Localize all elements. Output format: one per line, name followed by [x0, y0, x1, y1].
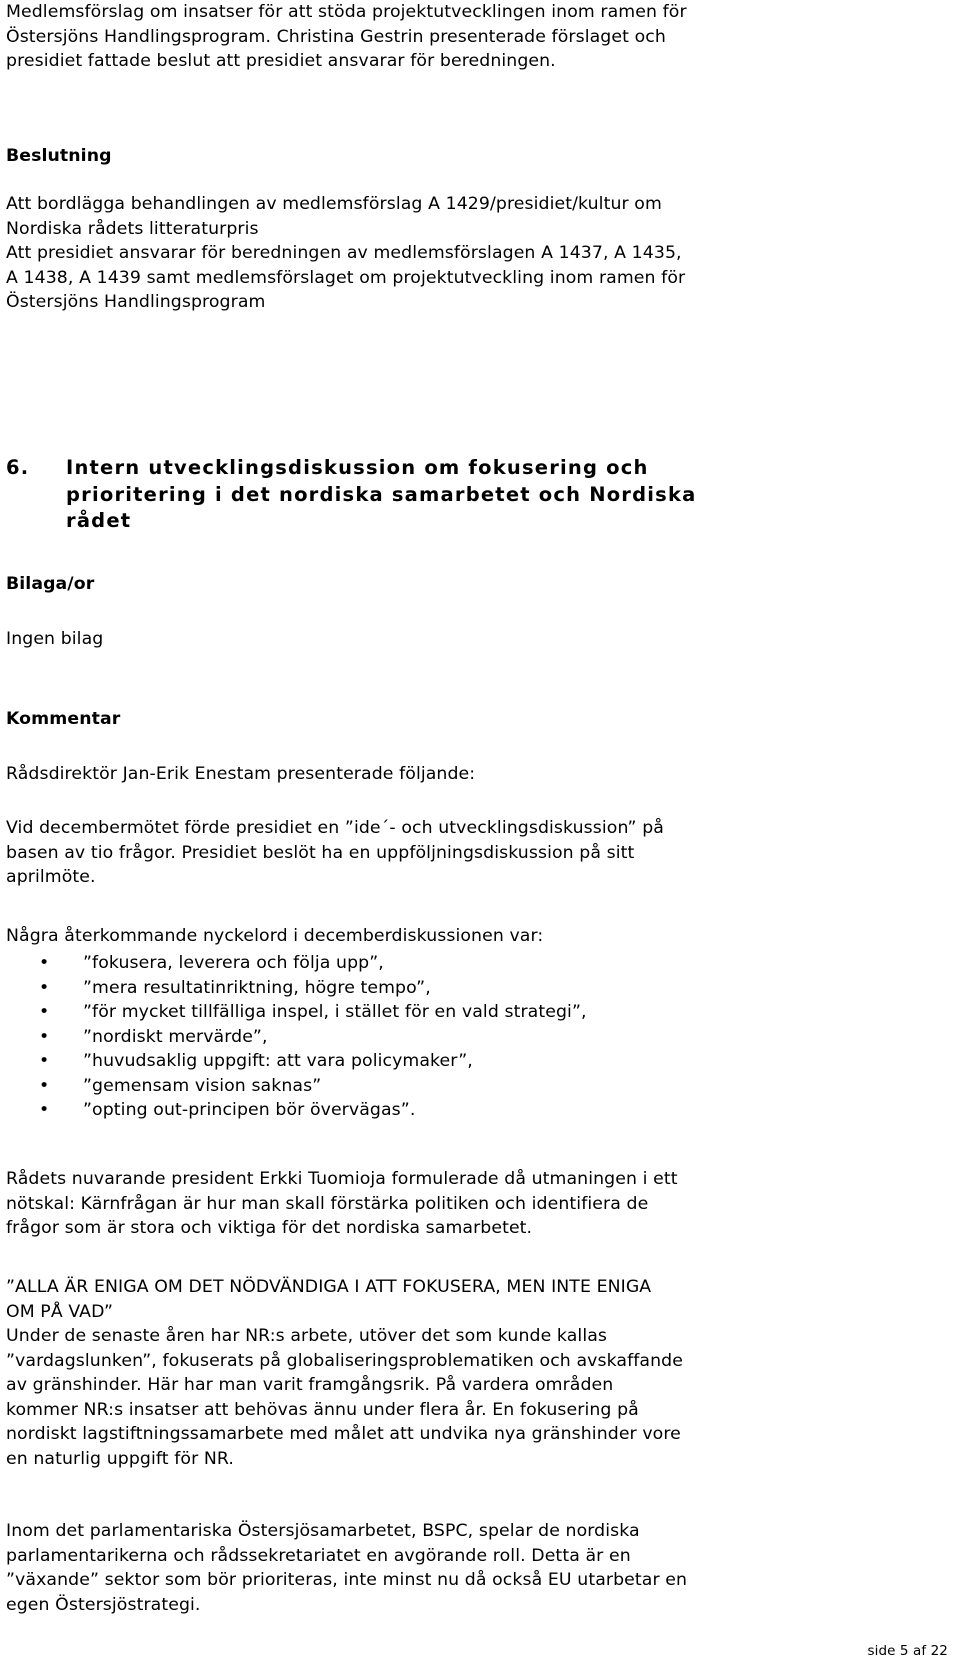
keywords-intro: Några återkommande nyckelord i decemberdiskussionen var:: [6, 926, 544, 946]
text-line: Att bordlägga behandlingen av medlemsförslag A 1429/presidiet/kultur om: [6, 194, 662, 214]
text-line: Medlemsförslag om insatser för att stöda projektutvecklingen inom ramen för: [6, 2, 687, 22]
text-line: nötskal: Kärnfrågan är hur man skall förstärka politiken och identifiera de: [6, 1193, 649, 1214]
section-title-line: Intern utvecklingsdiskussion om fokusering och: [66, 456, 649, 479]
beslutning-text: [6, 192, 906, 315]
bullet-icon: •: [39, 1002, 50, 1022]
bullet-icon: •: [39, 953, 50, 973]
bilaga-text: Ingen bilag: [6, 629, 104, 649]
text-line: Rådets nuvarande president Erkki Tuomioja formulerade då utmaningen i ett: [6, 1169, 678, 1189]
section-number: 6.: [6, 456, 30, 479]
list-item: [6, 976, 906, 1001]
text-line: basen av tio frågor. Presidiet beslöt ha en uppföljningsdiskussion på sitt: [6, 842, 635, 863]
text-line: Nordiska rådets litteraturpris: [6, 218, 259, 239]
intro-paragraph: [6, 0, 906, 74]
text-line: egen Östersjöstrategi.: [6, 1594, 201, 1615]
text-line: A 1438, A 1439 samt medlemsförslaget om projektutveckling inom ramen för: [6, 267, 686, 288]
text-line: kommer NR:s insatser att behövas ännu under flera år. En fokusering på: [6, 1399, 639, 1420]
text-line: frågor som är stora och viktiga för det nordiska samarbetet.: [6, 1218, 533, 1238]
text-line: nordiskt lagstiftningssamarbete med målet att undvika nya gränshinder vore: [6, 1424, 681, 1444]
list-item: [6, 1049, 906, 1074]
list-item-text: ”för mycket tillfälliga inspel, i stället för en vald strategi”,: [83, 1002, 587, 1022]
text-line: en naturlig uppgift för NR.: [6, 1448, 234, 1469]
text-line: parlamentarikerna och rådssekretariatet en avgörande roll. Detta är en: [6, 1545, 631, 1566]
bullet-icon: •: [39, 1051, 50, 1071]
text-line: presidiet fattade beslut att presidiet ansvarar för beredningen.: [6, 51, 556, 71]
list-item-text: ”opting out-principen bör övervägas”.: [83, 1100, 416, 1120]
list-item-text: ”gemensam vision saknas”: [83, 1075, 322, 1096]
text-line: Vid decembermötet förde presidiet en ”ide´- och utvecklingsdiskussion” på: [6, 818, 664, 838]
list-item: [6, 951, 906, 976]
bullet-icon: •: [39, 1100, 50, 1120]
bullet-icon: •: [39, 977, 50, 998]
list-item-text: ”nordiskt mervärde”,: [83, 1026, 268, 1047]
page-number: side 5 af 22: [867, 1643, 948, 1659]
text-line: Att presidiet ansvarar för beredningen av medlemsförslagen A 1437, A 1435,: [6, 243, 682, 263]
list-item: [6, 1098, 906, 1123]
beslutning-heading: Beslutning: [6, 146, 112, 166]
section-title-line: prioritering i det nordiska samarbetet och Nordiska: [66, 482, 697, 506]
list-item: [6, 1074, 906, 1099]
focus-paragraph: [6, 1275, 906, 1471]
text-line: ”ALLA ÄR ENIGA OM DET NÖDVÄNDIGA I ATT FOKUSERA, MEN INTE ENIGA: [6, 1277, 652, 1297]
kommentar-paragraph: [6, 816, 906, 890]
list-item: [6, 1025, 906, 1050]
text-line: OM PÅ VAD”: [6, 1301, 114, 1322]
text-line: Östersjöns Handlingsprogram: [6, 292, 266, 312]
president-paragraph: [6, 1167, 906, 1241]
bilaga-heading: Bilaga/or: [6, 574, 95, 594]
keywords-list: [6, 951, 906, 1123]
text-line: Östersjöns Handlingsprogram. Christina Gestrin presenterade förslaget och: [6, 26, 666, 47]
list-item: [6, 1000, 906, 1025]
kommentar-heading: Kommentar: [6, 709, 121, 729]
text-line: Under de senaste åren har NR:s arbete, utöver det som kunde kallas: [6, 1326, 608, 1346]
text-line: Inom det parlamentariska Östersjösamarbetet, BSPC, spelar de nordiska: [6, 1521, 640, 1541]
kommentar-intro: Rådsdirektör Jan-Erik Enestam presenterade följande:: [6, 764, 476, 784]
bullet-icon: •: [39, 1075, 50, 1096]
section-6-heading: [6, 455, 906, 535]
list-item-text: ”huvudsaklig uppgift: att vara policymaker”,: [83, 1051, 473, 1071]
text-line: ”växande” sektor som bör prioriteras, inte minst nu då också EU utarbetar en: [6, 1570, 688, 1590]
bullet-icon: •: [39, 1026, 50, 1047]
text-line: aprilmöte.: [6, 867, 96, 887]
text-line: ”vardagslunken”, fokuserats på globaliseringsproblematiken och avskaffande: [6, 1350, 683, 1371]
list-item-text: ”mera resultatinriktning, högre tempo”,: [83, 977, 431, 998]
bspc-paragraph: [6, 1519, 906, 1617]
section-title-line: rådet: [66, 509, 132, 532]
list-item-text: ”fokusera, leverera och följa upp”,: [83, 953, 384, 973]
text-line: av gränshinder. Här har man varit framgångsrik. På vardera områden: [6, 1375, 614, 1395]
